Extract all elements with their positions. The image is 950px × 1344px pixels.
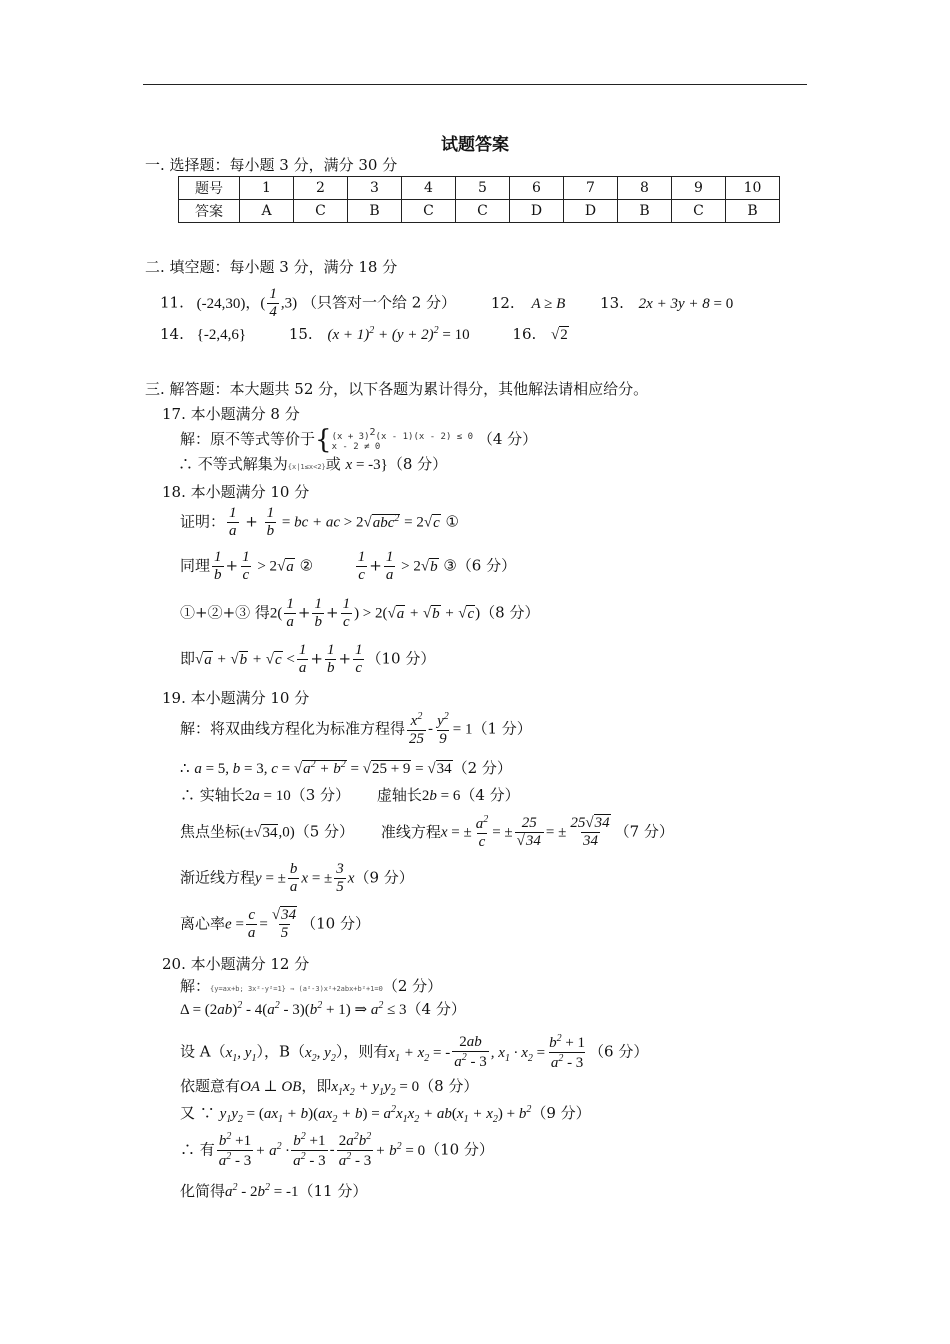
q14-line: [160, 325, 569, 344]
fraction: $\frac{b^2 +1}{a^2 - 3}$: [293, 1131, 326, 1169]
q20-score-9: （9 分）: [531, 1104, 591, 1122]
table-cell: 7: [564, 177, 618, 200]
q18-line2: 同理 $\frac{1}{b}$ + $\frac{1}{c}$ > 2√a ② $\frac{1}{c}$ + $\frac{1}{a}$ > 2√b ③（6 分）: [180, 549, 517, 583]
q17-set-ghost: {x|1≤x<2}: [287, 463, 326, 471]
table-cell: B: [348, 200, 402, 223]
fraction: $\frac{1}{a}$: [286, 596, 294, 630]
q19-line1: 解：将双曲线方程化为标准方程得 $\frac{x^2}{25}$ - $\frac{y^2}{9}$ = 1（1 分）: [180, 711, 532, 747]
q19-score-5: （5 分）: [294, 822, 355, 841]
q20-line3: 设 $A(x_1$, $y_1$），$B(x_2$, $y_2$），则有$x_1 + x_2$ = - $\frac{2ab}{a^2 - 3}$ , $x_1 \cdot x_2$ = $\frac{b^2 + 1}{a^2 - 3}$ （6 分）: [180, 1033, 649, 1071]
q15-answer: $(x + 1)^2 + (y + 2)^2 = 10$: [327, 325, 470, 343]
table-cell: 2: [294, 177, 348, 200]
table-cell: C: [456, 200, 510, 223]
q19-line1-prefix: 解：将双曲线方程化为标准方程得: [180, 719, 406, 738]
fraction: $\frac{1}{b}$: [266, 505, 275, 539]
fraction: $\frac{1}{c}$: [355, 642, 363, 676]
fraction: $\frac{y^2}{9}$: [437, 711, 449, 747]
q18-line2-prefix: 同理: [180, 556, 211, 575]
fraction: $\frac{x^2}{25}$: [409, 711, 425, 747]
q16-answer: √2: [551, 327, 568, 343]
table-cell: 1: [240, 177, 294, 200]
fraction: $\frac{b^2 + 1}{a^2 - 3}$: [549, 1033, 586, 1071]
fraction: $\frac{1}{c}$: [342, 596, 351, 630]
q20-score-4: （4 分）: [406, 1000, 466, 1018]
row-label-answer: 答案: [179, 200, 240, 223]
q19-line3-b: 虚轴长: [376, 786, 422, 804]
q19-score-2: （2 分）: [452, 759, 512, 777]
q18-line3: ①+②+③ 得2( $\frac{1}{a}$ + $\frac{1}{b}$ + $\frac{1}{c}$ ) > 2(√a + √b + √c)（8 分）: [180, 596, 540, 630]
header-rule: [143, 84, 807, 85]
q19-score-9: （9 分）: [354, 868, 414, 887]
fraction: $\frac{b^2 +1}{a^2 - 3}$: [218, 1131, 252, 1169]
answer-table: [178, 176, 780, 223]
row-label-number: 题号: [179, 177, 240, 200]
fraction: $\frac{1}{a}$: [385, 549, 394, 583]
q20-line5-prefix: 又 ∵: [180, 1104, 215, 1122]
q15-label: 15.: [288, 325, 313, 343]
page-title: 试题答案: [441, 135, 509, 155]
table-cell: 4: [402, 177, 456, 200]
q20-line2: $\Delta = (2ab)^2 - 4(a^2 - 3)(b^2 + 1)$ ⇒ $a^2 \le 3(4$ 分）: [180, 1000, 466, 1018]
q17-line1-prefix: 解：原不等式等价于: [180, 430, 316, 448]
q11-answer-a: (-24,30): [196, 295, 246, 312]
q20-line6: ∴ 有 $\frac{b^2 +1}{a^2 - 3}$ + $a^2$ · $\frac{b^2 +1}{a^2 - 3}$ - $\frac{2a^2b^2}{a^2 - 3}$ + $b^2 = 0(10$ 分）: [180, 1131, 494, 1169]
q20-line3-mid: ），B（: [256, 1042, 305, 1061]
fraction: $\frac{1}{c}$: [357, 549, 366, 583]
q19-score-1: （1 分）: [472, 719, 532, 738]
q13-answer: 2x + 3y + 8 = 0: [638, 295, 734, 312]
q20-line3-prefix: 设 A（: [180, 1042, 226, 1061]
q14-answer: {-2,4,6}: [196, 327, 247, 343]
q20-line1: [180, 977, 442, 995]
table-cell: 9: [672, 177, 726, 200]
q13-label: 13.: [600, 293, 624, 312]
q20-line6-prefix: ∴ 有: [180, 1140, 215, 1159]
table-cell: 6: [510, 177, 564, 200]
q18-line4-prefix: 即: [180, 649, 196, 668]
fraction: $\frac{2ab}{a^2 - 3}$: [454, 1034, 487, 1070]
q20-score-11: （11 分）: [298, 1182, 368, 1200]
q20-line7: 化简得$a^2 - 2b^2 = -1(11$ 分）: [180, 1182, 368, 1200]
table-cell: B: [618, 200, 672, 223]
q20-line5: 又 ∵ $y_1y_2 = (ax_1 + b)(ax_2 + b) = a^2x_1x_2 + ab(x_1 + x_2) + b^2(9$ 分）: [180, 1104, 591, 1125]
fraction: $\frac{√34}{5}$: [271, 907, 297, 941]
q11-line: 11. (-24,30)，( $\frac{1}{4}$ ,3) （只答对一个给 2 分） 12. A ≥ B 13. 2x + 3y + 8 = 0: [160, 286, 734, 320]
q18-score-10: （10 分）: [366, 649, 436, 668]
fraction: $\frac{1}{b}$: [214, 549, 222, 583]
q17-line1: [180, 427, 537, 453]
q19-line4: 焦点坐标(±√34,0)（5 分） 准线方程x = ± $\frac{a^2}{c}$ = ± $\frac{25}{√34}$ = ± $\frac{25√34}{34}$ （7 分）: [180, 814, 674, 850]
q19-score-7: （7 分）: [614, 822, 674, 841]
section1-heading: 一. 选择题：每小题 3 分，满分 30 分: [145, 156, 398, 174]
q14-label: 14.: [160, 325, 184, 343]
table-cell: C: [402, 200, 456, 223]
fraction: $\frac{1}{a}$: [229, 505, 237, 539]
q17-line2-prefix: ∴ 不等式解集为: [178, 455, 288, 473]
q19-line5-prefix: 渐近线方程: [180, 868, 256, 887]
q11-label: 11.: [160, 293, 184, 312]
table-cell: 8: [618, 177, 672, 200]
left-brace-icon: {: [315, 425, 332, 455]
fraction: $\frac{2a^2b^2}{a^2 - 3}$: [338, 1131, 372, 1169]
q19-title: 19. 本小题满分 10 分: [162, 689, 310, 707]
table-cell: 3: [348, 177, 402, 200]
q19-line2: ∴ a = 5, b = 3, $c = √a^2 + b^2 = √25 + 9 = √34(2$ 分）: [180, 759, 512, 777]
q17-answer: x = -3}: [345, 457, 388, 473]
q17-line2: [178, 455, 447, 474]
q20-score-2: （2 分）: [382, 977, 443, 995]
table-cell: D: [564, 200, 618, 223]
q18-line4: 即√a + √b + √c < $\frac{1}{a}$ + $\frac{1}{b}$ + $\frac{1}{c}$ （10 分）: [180, 642, 436, 676]
q11-note: （只答对一个给 2 分）: [301, 293, 457, 312]
q17-line2-mid: 或: [325, 455, 341, 473]
fraction: $\frac{c}{a}$: [247, 907, 256, 941]
q20-score-6: （6 分）: [589, 1042, 649, 1061]
q19-line3-a: ∴ 实轴长: [180, 786, 245, 804]
q20-line4-mid: ，即: [301, 1077, 332, 1095]
q19-line5: 渐近线方程y = ± $\frac{b}{a}$ x = ± $\frac{3}{5}$ x（9 分）: [180, 861, 414, 895]
q20-line4: 依题意有OA ⊥ OB，即$x_1x_2 + y_1y_2 = 0(8$ 分）: [180, 1077, 479, 1098]
fraction: $\frac{1}{c}$: [242, 549, 250, 583]
q19-line6: 离心率e = $\frac{c}{a}$ = $\frac{√34}{5}$ （10 分）: [180, 907, 370, 941]
fraction: $\frac{3}{5}$: [336, 861, 344, 895]
q20-score-8: （8 分）: [419, 1077, 479, 1095]
q19-score-4: （4 分）: [460, 786, 520, 804]
q20-line3-mid2: ），则有: [335, 1042, 389, 1061]
q19-score-10: （10 分）: [301, 914, 370, 933]
q19-line4-a: 焦点坐标: [180, 822, 241, 841]
fraction: $\frac{25}{√34}$: [515, 816, 544, 849]
q20-line4-prefix: 依题意有: [180, 1077, 241, 1095]
q18-line1: 证明： $\frac{1}{a}$ + $\frac{1}{b}$ = bc + ac > 2√abc$^2$ = 2√c ①: [180, 505, 459, 539]
q12-label: 12.: [490, 293, 515, 312]
q20-score-10: （10 分）: [425, 1140, 494, 1159]
q18-title: 18. 本小题满分 10 分: [162, 483, 310, 501]
q20-line7-prefix: 化简得: [180, 1182, 226, 1200]
q12-answer: A ≥ B: [531, 295, 566, 312]
section2-heading: 二. 填空题：每小题 3 分，满分 18 分: [145, 258, 398, 276]
q16-label: 16.: [512, 325, 537, 343]
fraction: $\frac{1}{4}$: [269, 286, 277, 320]
fraction: $\frac{1}{b}$: [314, 596, 322, 630]
q17-system: $(x + 3)^2(x - 1)(x - 2) \le 0$ x - 2 ≠ 0: [331, 427, 474, 452]
q18-score-6: （6 分）: [456, 556, 517, 575]
q17-score-1: （4 分）: [477, 430, 538, 448]
fraction: $\frac{25√34}{34}$: [570, 815, 610, 849]
q18-score-8: （8 分）: [480, 603, 540, 622]
q17-score-2: （8 分）: [387, 455, 448, 473]
table-cell: 5: [456, 177, 510, 200]
q19-score-3: （3 分）: [290, 786, 351, 804]
q17-title: 17. 本小题满分 8 分: [162, 405, 300, 423]
fraction: $\frac{b}{a}$: [289, 861, 298, 895]
q18-line3-prefix: ①+②+③ 得: [180, 603, 270, 622]
fraction: $\frac{1}{b}$: [326, 642, 335, 676]
table-cell: D: [510, 200, 564, 223]
fraction: $\frac{a^2}{c}$: [475, 814, 489, 850]
table-cell: 10: [726, 177, 780, 200]
table-row-numbers: [179, 177, 780, 200]
q19-line4-b: 准线方程: [380, 822, 441, 841]
q19-line6-prefix: 离心率: [180, 914, 226, 933]
table-cell: B: [726, 200, 780, 223]
table-cell: C: [672, 200, 726, 223]
fraction: $\frac{1}{a}$: [298, 642, 307, 676]
q20-system-ghost: {y=ax+b; 3x²-y²=1} ⇒ (a²-3)x²+2abx+b²+1=0: [210, 985, 383, 993]
table-row-answers: [179, 200, 780, 223]
table-cell: A: [240, 200, 294, 223]
q20-title: 20. 本小题满分 12 分: [162, 955, 310, 973]
table-cell: C: [294, 200, 348, 223]
q19-line3: ∴ 实轴长2a = 10（3 分） 虚轴长2b = 6（4 分）: [180, 786, 520, 804]
q18-line1-prefix: 证明：: [180, 512, 226, 531]
section3-heading: 三. 解答题：本大题共 52 分，以下各题为累计得分，其他解法请相应给分。: [145, 380, 649, 398]
q20-line1-prefix: 解：: [180, 977, 211, 995]
